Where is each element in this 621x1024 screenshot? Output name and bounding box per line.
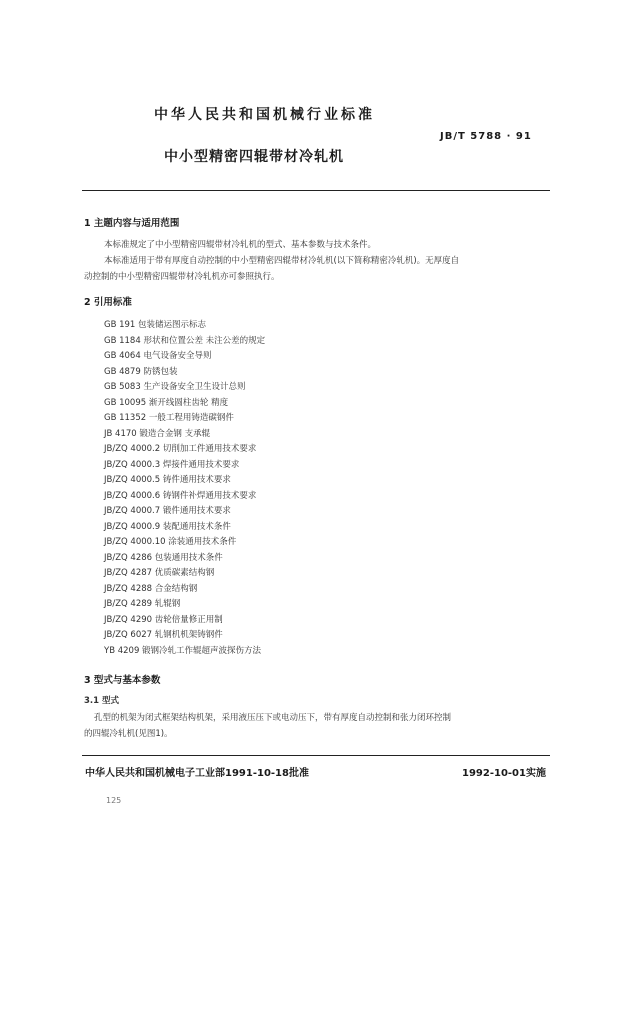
section-1-paragraph-2: 本标准适用于带有厚度自动控制的中小型精密四辊带材冷轧机(以下简称精密冷轧机)。无厚度自 bbox=[104, 256, 460, 266]
section-3-heading: 3 型式与基本参数 bbox=[84, 675, 161, 686]
reference-item: GB 1184 形状和位置公差 未注公差的规定 bbox=[104, 335, 266, 346]
reference-item: GB 4879 防锈包装 bbox=[104, 366, 178, 377]
reference-item: YB 4209 锻钢冷轧工作辊超声波探伤方法 bbox=[104, 645, 262, 656]
reference-item: GB 11352 一般工程用铸造碳钢件 bbox=[104, 413, 234, 423]
section-1-paragraph-3: 动控制的中小型精密四辊带材冷轧机亦可参照执行。 bbox=[84, 272, 280, 282]
document-title: 中小型精密四辊带材冷轧机 bbox=[164, 149, 344, 165]
reference-item: JB/ZQ 4289 轧辊钢 bbox=[104, 599, 181, 609]
reference-item: JB/ZQ 6027 轧钢机机架铸钢件 bbox=[104, 630, 223, 640]
reference-item: JB/ZQ 4000.10 涂装通用技术条件 bbox=[104, 537, 237, 547]
reference-item: JB/ZQ 4288 合金结构钢 bbox=[104, 583, 198, 594]
reference-item: JB/ZQ 4000.9 装配通用技术条件 bbox=[104, 521, 231, 532]
section-1-paragraph-1: 本标准规定了中小型精密四辊带材冷轧机的型式、基本参数与技术条件。 bbox=[104, 240, 377, 250]
reference-item: GB 10095 渐开线圆柱齿轮 精度 bbox=[104, 397, 229, 408]
implementation-date: 1992-10-01实施 bbox=[462, 768, 546, 779]
reference-item: JB 4170 锻造合金钢 支承辊 bbox=[104, 428, 211, 439]
reference-item: JB/ZQ 4000.7 锻件通用技术要求 bbox=[104, 506, 231, 516]
reference-item: JB/ZQ 4000.6 铸钢件补焊通用技术要求 bbox=[104, 490, 257, 501]
reference-item: JB/ZQ 4287 优质碳素结构钢 bbox=[104, 568, 215, 578]
section-3-paragraph-1: 孔型的机架为闭式框架结构机架，采用液压压下或电动压下，带有厚度自动控制和张力闭环控制 bbox=[94, 713, 452, 723]
section-1-heading: 1 主题内容与适用范围 bbox=[84, 218, 180, 229]
reference-item: GB 5083 生产设备安全卫生设计总则 bbox=[104, 382, 246, 392]
standard-code: JB/T 5788 · 91 bbox=[440, 131, 532, 142]
section-3-1-heading: 3.1 型式 bbox=[84, 696, 120, 706]
issuing-organization: 中华人民共和国机械行业标准 bbox=[154, 107, 375, 123]
reference-item: GB 4064 电气设备安全导则 bbox=[104, 351, 212, 361]
reference-item: JB/ZQ 4286 包装通用技术条件 bbox=[104, 552, 223, 563]
header-divider bbox=[82, 190, 550, 191]
reference-item: JB/ZQ 4000.3 焊接件通用技术要求 bbox=[104, 459, 240, 470]
reference-item: JB/ZQ 4000.5 铸件通用技术要求 bbox=[104, 475, 231, 485]
page-number: 125 bbox=[106, 796, 122, 805]
footer-divider bbox=[82, 755, 550, 756]
reference-item: JB/ZQ 4290 齿轮倍量修正用制 bbox=[104, 614, 223, 625]
section-3-paragraph-2: 的四辊冷轧机(见图1)。 bbox=[84, 729, 173, 739]
reference-item: JB/ZQ 4000.2 切削加工件通用技术要求 bbox=[104, 444, 257, 454]
approval-date: 中华人民共和国机械电子工业部1991-10-18批准 bbox=[85, 768, 309, 779]
section-2-heading: 2 引用标准 bbox=[84, 297, 132, 308]
reference-list bbox=[104, 318, 265, 659]
reference-item: GB 191 包装储运图示标志 bbox=[104, 320, 207, 330]
